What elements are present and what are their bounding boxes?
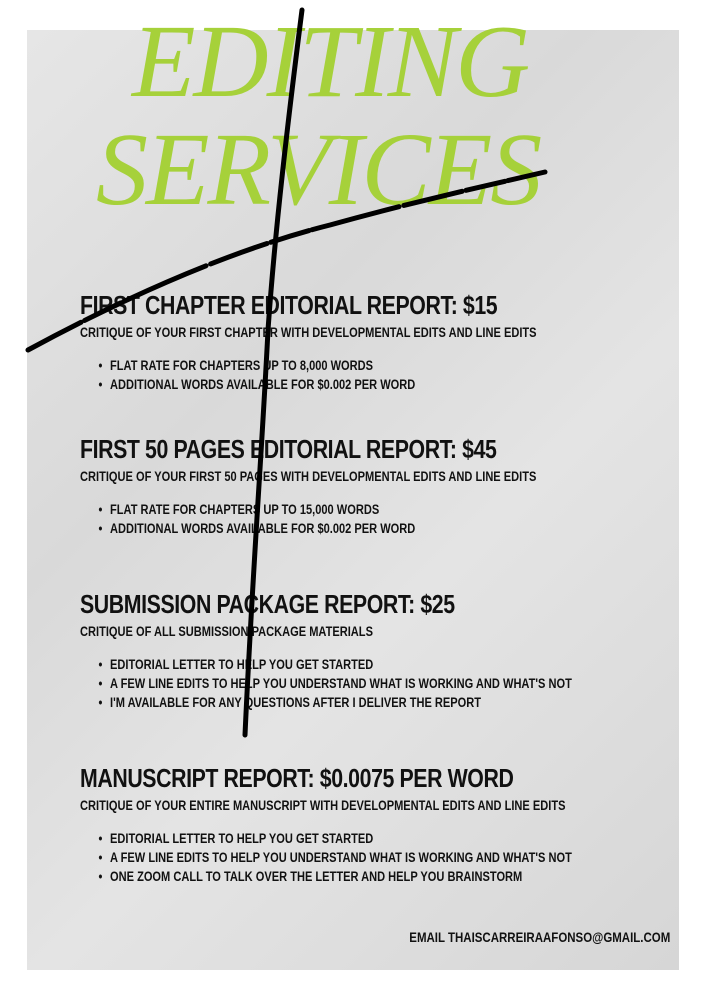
list-item: • A FEW LINE EDITS TO HELP YOU UNDERSTAND WHAT IS WORKING AND WHAT'S NOT [110,674,577,693]
section-first-chapter [80,290,680,394]
section-description: CRITIQUE OF YOUR ENTIRE MANUSCRIPT WITH DEVELOPMENTAL EDITS AND LINE EDITS [80,798,566,813]
section-heading: SUBMISSION PACKAGE REPORT: $25 [80,589,455,619]
section-description: CRITIQUE OF YOUR FIRST CHAPTER WITH DEVELOPMENTAL EDITS AND LINE EDITS [80,325,537,340]
section-description: CRITIQUE OF ALL SUBMISSION PACKAGE MATERIALS [80,624,373,639]
section-description: CRITIQUE OF YOUR FIRST 50 PAGES WITH DEVELOPMENTAL EDITS AND LINE EDITS [80,469,537,484]
contact-email[interactable]: EMAIL THAISCARREIRAAFONSO@GMAIL.COM [409,929,670,945]
list-item: • EDITORIAL LETTER TO HELP YOU GET STARTED [110,829,577,848]
list-item: • FLAT RATE FOR CHAPTERS UP TO 8,000 WORDS [110,356,577,375]
bullet-list [80,655,680,712]
section-manuscript [80,763,680,886]
section-first-50-pages [80,434,680,538]
bullet-list [80,356,680,394]
title-line-2: SERVICES [96,112,541,227]
section-heading: FIRST 50 PAGES EDITORIAL REPORT: $45 [80,434,497,464]
list-item: • EDITORIAL LETTER TO HELP YOU GET STARTED [110,655,577,674]
section-submission-package [80,589,680,712]
section-heading: FIRST CHAPTER EDITORIAL REPORT: $15 [80,290,498,320]
list-item: • I'M AVAILABLE FOR ANY QUESTIONS AFTER I DELIVER THE REPORT [110,693,577,712]
list-item: • ADDITIONAL WORDS AVAILABLE FOR $0.002 PER WORD [110,375,577,394]
list-item: • FLAT RATE FOR CHAPTERS UP TO 15,000 WORDS [110,500,577,519]
bullet-list [80,500,680,538]
list-item: • ONE ZOOM CALL TO TALK OVER THE LETTER AND HELP YOU BRAINSTORM [110,867,577,886]
bullet-list [80,829,680,886]
title-line-1: EDITING [132,4,529,119]
list-item: • A FEW LINE EDITS TO HELP YOU UNDERSTAND WHAT IS WORKING AND WHAT'S NOT [110,848,577,867]
list-item: • ADDITIONAL WORDS AVAILABLE FOR $0.002 PER WORD [110,519,577,538]
section-heading: MANUSCRIPT REPORT: $0.0075 PER WORD [80,763,514,793]
